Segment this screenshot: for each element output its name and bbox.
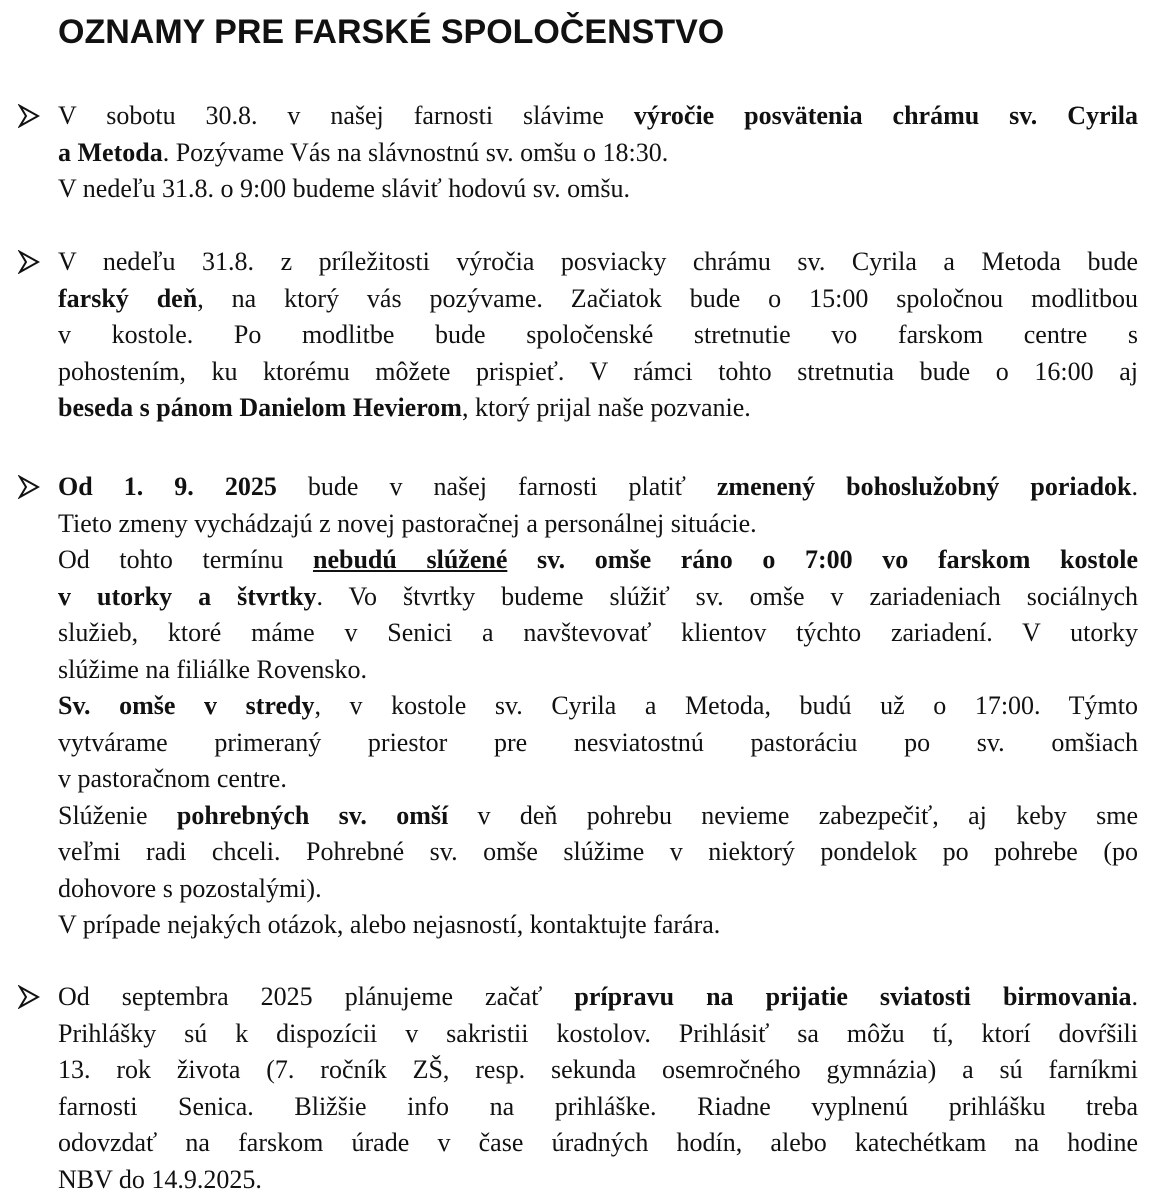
text-line: farnosti Senica. Bližšie info na prihláške. Riadne vyplnenú prihlášku treba (58, 1091, 1138, 1121)
text-line: Tieto zmeny vychádzajú z novej pastoračnej a personálnej situácie. (58, 508, 757, 538)
announcement-text-3 (58, 469, 1138, 944)
text-line: V nedeľu 31.8. z príležitosti výročia posviacky chrámu sv. Cyrila a Metoda bude (58, 247, 1138, 276)
text-line: dohovore s pozostalými). (58, 873, 322, 903)
text-line: odovzdať na farskom úrade v čase úradných hodín, alebo katechétkam na hodine (58, 1128, 1138, 1157)
text-line: NBV do 14.9.2025. (58, 1164, 262, 1194)
text-line: V sobotu 30.8. v našej farnosti slávime výročie posvätenia chrámu sv. Cyrila (58, 101, 1138, 130)
page-title: OZNAMY PRE FARSKÉ SPOLOČENSTVO (58, 13, 725, 51)
arrow-bullet-icon (18, 104, 40, 128)
text-line: beseda s pánom Danielom Hevierom, ktorý prijal naše pozvanie. (58, 393, 751, 422)
text-line: veľmi radi chceli. Pohrebné sv. omše slúžime v niektorý pondelok po pohrebe (po (58, 837, 1138, 866)
text-line: Sv. omše v stredy, v kostole sv. Cyrila a Metoda, budú už o 17:00. Týmto (58, 691, 1138, 720)
text-line: V nedeľu 31.8. o 9:00 budeme sláviť hodovú sv. omšu. (58, 174, 630, 203)
announcement-text-4 (58, 979, 1138, 1198)
text-line: Slúženie pohrebných sv. omší v deň pohrebu nevieme zabezpečiť, aj keby sme (58, 800, 1138, 830)
text-line: v kostole. Po modlitbe bude spoločenské stretnutie vo farskom centre s (58, 320, 1138, 349)
arrow-bullet-icon (18, 475, 40, 499)
text-line: farský deň, na ktorý vás pozývame. Začiatok bude o 15:00 spoločnou modlitbou (58, 283, 1138, 313)
text-line: pohostením, ku ktorému môžete prispieť. V rámci tohto stretnutia bude o 16:00 aj (58, 356, 1138, 386)
arrow-bullet-icon (18, 250, 40, 274)
text-line: a Metoda. Pozývame Vás na slávnostnú sv. omšu o 18:30. (58, 137, 669, 167)
text-line: vytvárame primeraný priestor pre nesviatostnú pastoráciu po sv. omšiach (58, 727, 1138, 757)
text-line: slúžime na filiálke Rovensko. (58, 654, 368, 684)
text-line: Prihlášky sú k dispozícii v sakristii kostolov. Prihlásiť sa môžu tí, ktorí dovŕšili (58, 1018, 1138, 1048)
arrow-bullet-icon (18, 985, 40, 1009)
text-line: Od 1. 9. 2025 bude v našej farnosti platiť zmenený bohoslužobný poriadok. (58, 472, 1139, 501)
text-line: Od tohto termínu nebudú slúžené sv. omše ráno o 7:00 vo farskom kostole (58, 545, 1139, 574)
text-line: Od septembra 2025 plánujeme začať prípravu na prijatie sviatosti birmovania. (58, 982, 1139, 1011)
announcement-text-1 (58, 98, 1138, 208)
text-line: v utorky a štvrtky. Vo štvrtky budeme slúžiť sv. omše v zariadeniach sociálnych (58, 581, 1138, 611)
text-line: V prípade nejakých otázok, alebo nejasností, kontaktujte farára. (58, 910, 721, 939)
announcement-text-2 (58, 244, 1138, 427)
text-line: 13. rok života (7. ročník ZŠ, resp. sekunda osemročného gymnázia) a sú farníkmi (58, 1055, 1138, 1084)
text-line: v pastoračnom centre. (58, 764, 287, 793)
text-line: služieb, ktoré máme v Senici a navštevovať klientov týchto zariadení. V utorky (58, 618, 1138, 647)
